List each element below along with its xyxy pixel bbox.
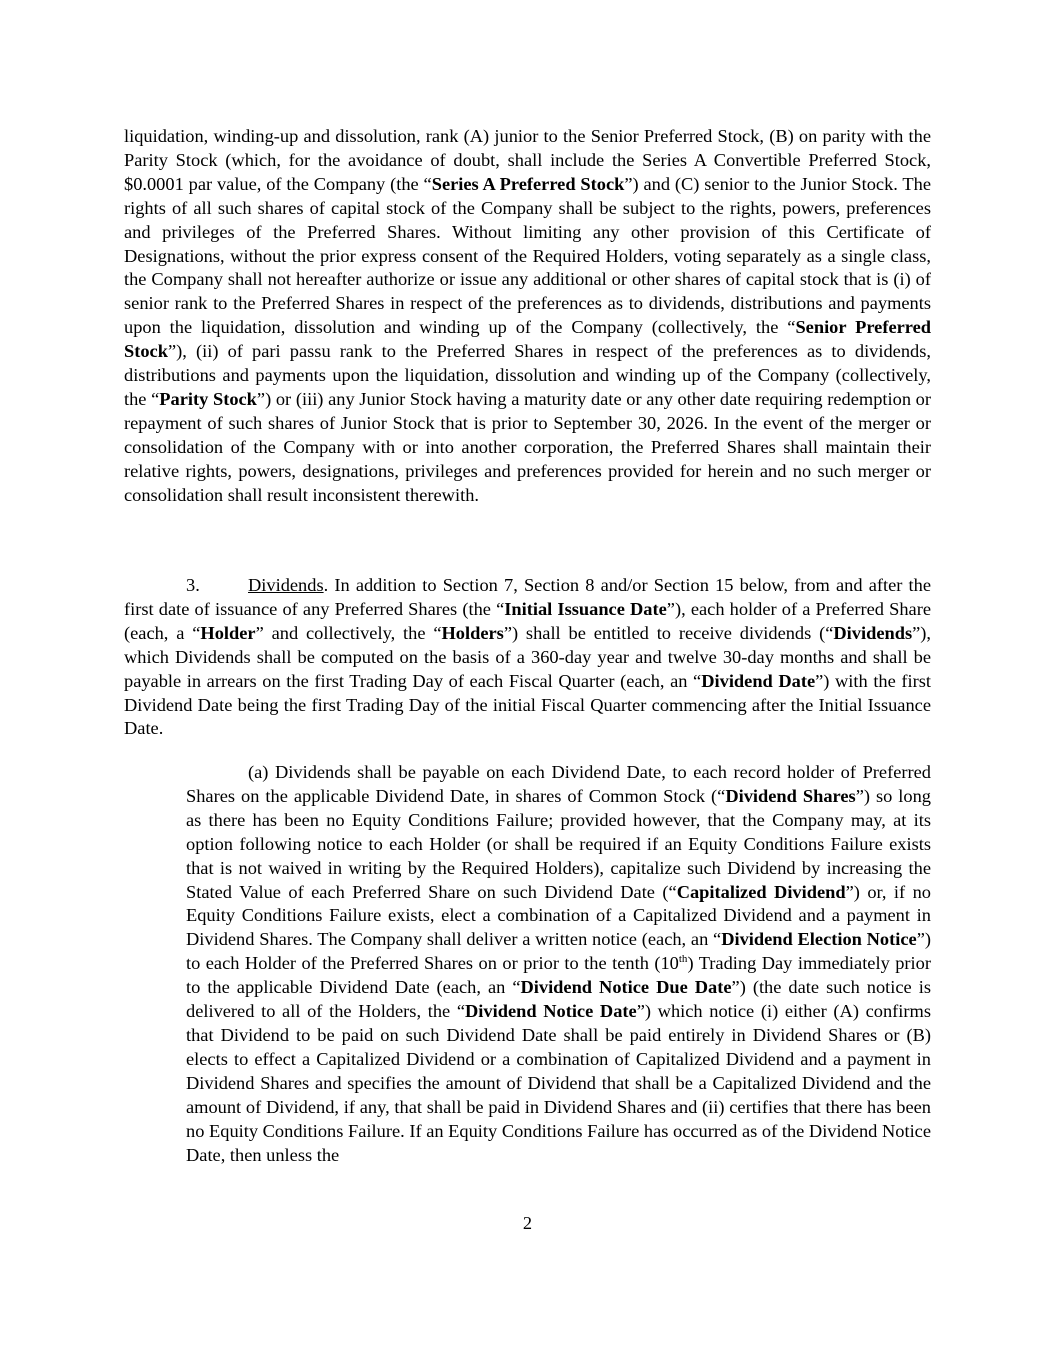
defined-term-holder: Holder xyxy=(200,622,256,643)
text-run: ”), which Dividends shall be computed on the basis of a 360-day year and twelve 30-day months and shall be payable in arrears on the first Trading Day of each Fiscal Quarter (each, an “ xyxy=(124,622,931,691)
text-run: ”) shall be entitled to receive dividends (“ xyxy=(503,622,834,643)
text-run: ”), each holder of a Preferred Share (each, a “ xyxy=(124,598,931,643)
superscript-ordinal: th xyxy=(678,953,688,966)
text-run: (a) Dividends shall be payable on each Dividend Date, to each record holder of Preferred Shares on the applicable Dividend Date, in shares of Common Stock (“ xyxy=(186,762,931,806)
text-run: ”) to each Holder of the Preferred Shares on or prior to the tenth (10 xyxy=(186,929,931,974)
defined-term-capitalized-dividend: Capitalized Dividend xyxy=(676,881,846,902)
defined-term-dividend-notice-date: Dividend Notice Date xyxy=(465,1001,637,1022)
text-run: ”) or (iii) any Junior Stock having a maturity date or any other date requiring redemption or repayment of such shares of Junior Stock that is prior to September 30, 2026. In the event of the merger or consolidation of the Company with or into another corporation, the Preferred Shares shall maintain their relative rights, powers, designations, privileges and preferences provided for herein and no such merger or consolidation shall result inconsistent therewith. xyxy=(124,388,931,505)
text-run: ”), (ii) of pari passu rank to the Preferred Shares in respect of the preferences as to dividends, distributions and payments upon the liquidation, dissolution and winding up of the Company (collectively, the “ xyxy=(124,341,931,409)
defined-term-senior-preferred-stock: Senior Preferred Stock xyxy=(124,317,931,362)
subsection-a xyxy=(186,761,931,1167)
defined-term-dividend-notice-due-date: Dividend Notice Due Date xyxy=(520,977,732,998)
defined-term-dividends: Dividends xyxy=(833,622,913,643)
page-number: 2 xyxy=(522,1213,533,1233)
defined-term-initial-issuance-date: Initial Issuance Date xyxy=(504,598,667,619)
section-indent xyxy=(124,574,248,598)
text-run: ”) (the date such notice is delivered to all of the Holders, the “ xyxy=(186,977,931,1022)
section-number: 3. xyxy=(186,575,200,595)
text-run: ”) so long as there has been no Equity Conditions Failure; provided however, that the Company may, at its option following notice to each Holder (or shall be required if an Equity Conditions Failure exists that is not waived in writing by the Required Holders), capitalize such Dividend by increasing the Stated Value of each Preferred Share on such Dividend Date (“ xyxy=(186,785,932,902)
text-run: ” and collectively, the “ xyxy=(255,622,442,643)
text-run: ”) which notice (i) either (A) confirms that Dividend to be paid on such Dividend Date shall be paid entirely in Dividend Shares or (B) elects to effect a Capitalized Dividend or a combination of Capitalized Dividend and a payment in Dividend Shares and specifies the amount of Dividend that shall be a Capitalized Dividend and the amount of Dividend, if any, that shall be paid in Dividend Shares and (ii) certifies that there has been no Equity Conditions Failure. If an Equity Conditions Failure has occurred as of the Dividend Notice Date, then unless the xyxy=(186,1001,931,1165)
text-run: ”) or, if no Equity Conditions Failure exists, elect a combination of a Capitalized Dividend and a payment in Dividend Shares. The Company shall deliver a written notice (each, an “ xyxy=(186,881,931,950)
defined-term-parity-stock: Parity Stock xyxy=(159,388,257,409)
defined-term-holders: Holders xyxy=(441,622,504,643)
text-run: ”) and (C) senior to the Junior Stock. The rights of all such shares of capital stock of the Company shall be subject to the rights, powers, preferences and privileges of the Preferred Shares. Without limiting any other provision of this Certificate of Designations, without the prior express consent of the Required Holders, voting separately as a single class, the Company shall not hereafter authorize or issue any additional or other shares of capital stock that is (i) of senior rank to the Preferred Shares in respect of the preferences as to dividends, distributions and payments upon the liquidation, dissolution and winding up of the Company (collectively, the “ xyxy=(124,173,931,338)
section-3-dividends xyxy=(124,574,931,741)
paragraph-ranking xyxy=(124,125,931,508)
defined-term-dividend-shares: Dividend Shares xyxy=(725,785,856,806)
section-title: Dividends xyxy=(248,575,324,595)
defined-term-series-a-preferred-stock: Series A Preferred Stock xyxy=(431,173,625,194)
text-run: ) Trading Day immediately prior to the applicable Dividend Date (each, an “ xyxy=(186,953,931,998)
text-run: liquidation, winding-up and dissolution, rank (A) junior to the Senior Preferred Stock, (B) on parity with the Parity Stock (which, for the avoidance of doubt, shall include the Series A Convertible Preferred Stock, $0.0001 par value, of the Company (the “ xyxy=(124,126,931,194)
defined-term-dividend-date: Dividend Date xyxy=(701,670,816,691)
defined-term-dividend-election-notice: Dividend Election Notice xyxy=(721,929,917,950)
text-run: ”) with the first Dividend Date being the first Trading Day of the initial Fiscal Quarter commencing after the Initial Issuance Date. xyxy=(124,670,932,739)
text-run: . In addition to Section 7, Section 8 and/or Section 15 below, from and after the first date of issuance of any Preferred Shares (the “ xyxy=(124,575,931,619)
